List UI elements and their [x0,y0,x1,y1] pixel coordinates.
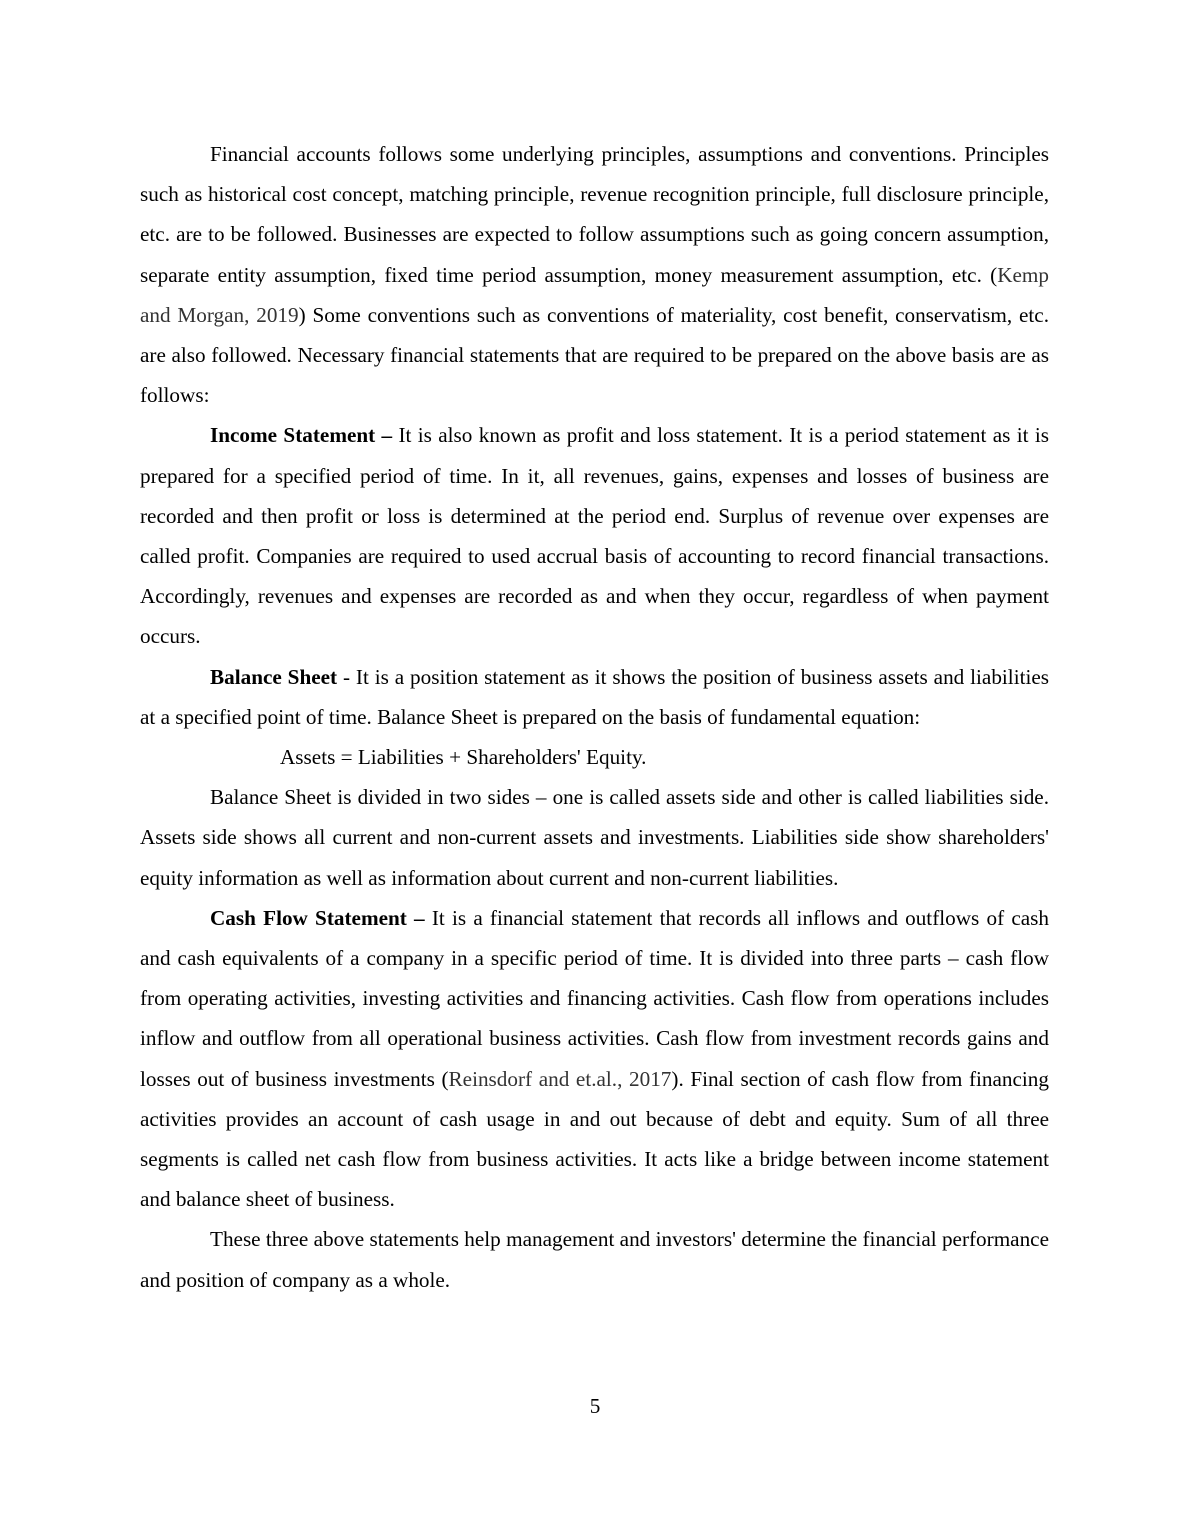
intro-text-start: Financial accounts follows some underlying principles, assumptions and conventions. Principles such as historical cost concept, matching principle, revenue recognition principle, full disclosure principle, etc. are to be followed. Businesses are expected to follow assumptions such as going concern assumption, separate entity assumption, fixed time period assumption, money measurement assumption, etc. ( [140,142,1049,287]
balance-sheet-paragraph [140,657,1049,737]
balance-sheet-sides-paragraph: Balance Sheet is divided in two sides – one is called assets side and other is called liabilities side. Assets side shows all current and non-current assets and investments. Liabilities side show shareholders' equity information as well as information about current and non-current liabilities. [140,785,1049,890]
cash-flow-heading: Cash Flow Statement – [210,905,425,930]
income-statement-paragraph [140,415,1049,656]
citation-reinsdorf: Reinsdorf and et.al., 2017 [448,1066,672,1091]
document-body [140,134,1049,1300]
intro-paragraph [140,134,1049,415]
cash-flow-text-start: It is a financial statement that records all inflows and outflows of cash and cash equivalents of a company in a specific period of time. It is divided into three parts – cash flow from operating activities, investing activities and financing activities. Cash flow from operations includes inflow and outflow from all operational business activities. Cash flow from investment records gains and losses out of business investments ( [140,905,1049,1091]
conclusion-paragraph: These three above statements help management and investors' determine the financial performance and position of company as a whole. [140,1227,1049,1292]
page-number: 5 [589,1394,601,1418]
cash-flow-text-end: ). Final section of cash flow from financing activities provides an account of cash usage in and out because of debt and equity. Sum of all three segments is called net cash flow from business activities. It acts like a bridge between income statement and balance sheet of business. [140,1066,1049,1212]
intro-text-end: ) Some conventions such as conventions of materiality, cost benefit, conservatism, etc. are also followed. Necessary financial statements that are required to be prepared on the above basis are as follows: [140,302,1049,408]
balance-sheet-body: - It is a position statement as it shows the position of business assets and liabilities at a specified point of time. Balance Sheet is prepared on the basis of fundamental equation: [140,664,1049,729]
balance-sheet-heading: Balance Sheet [210,664,338,689]
citation-kemp-morgan: Kemp and Morgan, 2019 [140,262,1049,327]
income-statement-heading: Income Statement – [210,423,393,448]
accounting-equation: Assets = Liabilities + Shareholders' Equity. [280,745,647,770]
income-statement-body: It is also known as profit and loss statement. It is a period statement as it is prepared for a specified period of time. In it, all revenues, gains, expenses and losses of business are recorded and then profit or loss is determined at the period end. Surplus of revenue over expenses are called profit. Companies are required to used accrual basis of accounting to record financial transactions. Accordingly, revenues and expenses are recorded as and when they occur, regardless of when payment occurs. [140,423,1049,649]
cash-flow-paragraph [140,898,1049,1220]
